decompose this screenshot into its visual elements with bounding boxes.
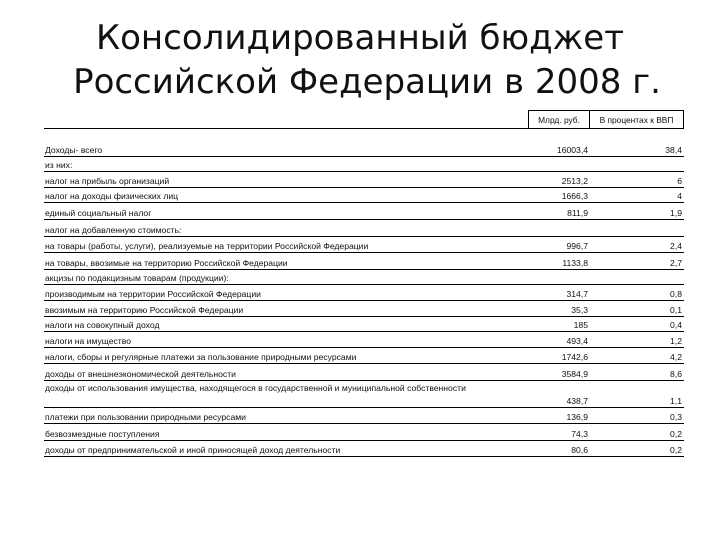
row-value-gdp: 1,9 bbox=[670, 208, 682, 218]
title-line-1: Консолидированный бюджет bbox=[95, 18, 624, 58]
row-label: налог на доходы физических лиц bbox=[45, 191, 179, 201]
row-value-rub: 1666,3 bbox=[561, 191, 588, 201]
table-row bbox=[44, 424, 684, 441]
row-value-gdp: 1,1 bbox=[670, 396, 682, 406]
row-value-gdp: 2,7 bbox=[670, 258, 682, 268]
title-line-2: Российской Федерации в 2008 г. bbox=[73, 62, 661, 102]
row-value-rub: 493,4 bbox=[566, 336, 588, 346]
row-value-gdp: 8,6 bbox=[670, 369, 682, 379]
table-row bbox=[44, 129, 684, 157]
table-row bbox=[44, 317, 684, 332]
table-row bbox=[44, 203, 684, 220]
row-label: налог на прибыль организаций bbox=[45, 176, 170, 186]
row-value-rub bbox=[528, 157, 590, 171]
page-title bbox=[0, 16, 720, 104]
row-value-gdp: 0,4 bbox=[670, 320, 682, 330]
row-value-rub: 16003,4 bbox=[556, 145, 588, 155]
table-row bbox=[44, 364, 684, 381]
row-label: единый социальный налог bbox=[45, 208, 152, 218]
column-header-gdp: В процентах к ВВП bbox=[590, 110, 684, 128]
row-value-rub: 2513,2 bbox=[561, 176, 588, 186]
row-value-rub: 996,7 bbox=[566, 241, 588, 251]
row-value-gdp: 6 bbox=[677, 176, 682, 186]
row-value-rub: 136,9 bbox=[566, 412, 588, 422]
row-label: ввозимым на территорию Российской Федерации bbox=[45, 305, 244, 315]
table-row bbox=[44, 408, 684, 424]
table-row bbox=[44, 381, 684, 408]
row-value-rub: 1133,8 bbox=[562, 258, 588, 268]
row-value-rub: 3584,9 bbox=[561, 369, 588, 379]
table-row bbox=[44, 172, 684, 188]
row-label: платежи при пользовании природными ресурсами bbox=[45, 412, 246, 422]
table-row bbox=[44, 332, 684, 348]
row-value-gdp bbox=[590, 220, 684, 236]
row-value-gdp bbox=[590, 157, 684, 171]
row-value-gdp: 4 bbox=[677, 191, 682, 201]
table-header-row bbox=[44, 110, 684, 129]
row-value-rub: 80,6 bbox=[571, 445, 588, 455]
row-value-gdp: 4,2 bbox=[670, 352, 682, 362]
table-row bbox=[44, 441, 684, 457]
row-value-rub: 1742,6 bbox=[561, 352, 588, 362]
row-value-gdp: 2,4 bbox=[670, 241, 682, 251]
row-label: акцизы по подакцизным товарам (продукции): bbox=[45, 273, 229, 283]
row-value-rub bbox=[528, 270, 590, 284]
table-row bbox=[44, 253, 684, 270]
table-row bbox=[44, 270, 684, 285]
table-row bbox=[44, 220, 684, 237]
row-label: Доходы- всего bbox=[45, 145, 103, 155]
table-row bbox=[44, 237, 684, 253]
table-row bbox=[44, 348, 684, 364]
row-value-gdp: 0,2 bbox=[670, 429, 682, 439]
row-label: налоги на совокупный доход bbox=[45, 320, 160, 330]
row-label: доходы от использования имущества, находящегося в государственной и муниципальной собственности bbox=[45, 383, 466, 393]
row-value-rub bbox=[528, 220, 590, 236]
row-value-rub: 811,9 bbox=[567, 208, 588, 218]
row-value-rub: 35,3 bbox=[571, 305, 588, 315]
column-header-rub: Млрд. руб. bbox=[528, 110, 590, 128]
table-row bbox=[44, 301, 684, 317]
row-label: налог на добавленную стоимость: bbox=[45, 225, 182, 235]
row-label: доходы от предпринимательской и иной приносящей доход деятельности bbox=[45, 445, 341, 455]
row-value-gdp: 0,1 bbox=[670, 305, 682, 315]
row-label: из них: bbox=[45, 160, 73, 170]
table-row bbox=[44, 285, 684, 301]
row-label: безвозмездные поступления bbox=[45, 429, 160, 439]
table-row bbox=[44, 157, 684, 172]
row-value-gdp: 0,3 bbox=[670, 412, 682, 422]
row-value-gdp: 0,8 bbox=[670, 289, 682, 299]
row-label: доходы от внешнеэкономической деятельности bbox=[45, 369, 236, 379]
row-label: налоги, сборы и регулярные платежи за пользование природными ресурсами bbox=[45, 352, 357, 362]
row-value-gdp bbox=[590, 270, 684, 284]
row-value-rub: 438,7 bbox=[566, 396, 588, 406]
row-label: производимым на территории Российской Федерации bbox=[45, 289, 261, 299]
row-value-rub: 314,7 bbox=[566, 289, 588, 299]
row-value-gdp: 0,2 bbox=[670, 445, 682, 455]
row-label: на товары, ввозимые на территорию Российской Федерации bbox=[45, 258, 288, 268]
row-label: налоги на имущество bbox=[45, 336, 131, 346]
revenue-table bbox=[44, 110, 684, 460]
row-value-gdp: 38,4 bbox=[665, 145, 682, 155]
row-label: на товары (работы, услуги), реализуемые на территории Российской Федерации bbox=[45, 241, 369, 251]
row-value-rub: 185 bbox=[573, 320, 588, 330]
row-value-rub: 74,3 bbox=[571, 429, 588, 439]
row-value-gdp: 1,2 bbox=[670, 336, 682, 346]
table-row bbox=[44, 188, 684, 203]
